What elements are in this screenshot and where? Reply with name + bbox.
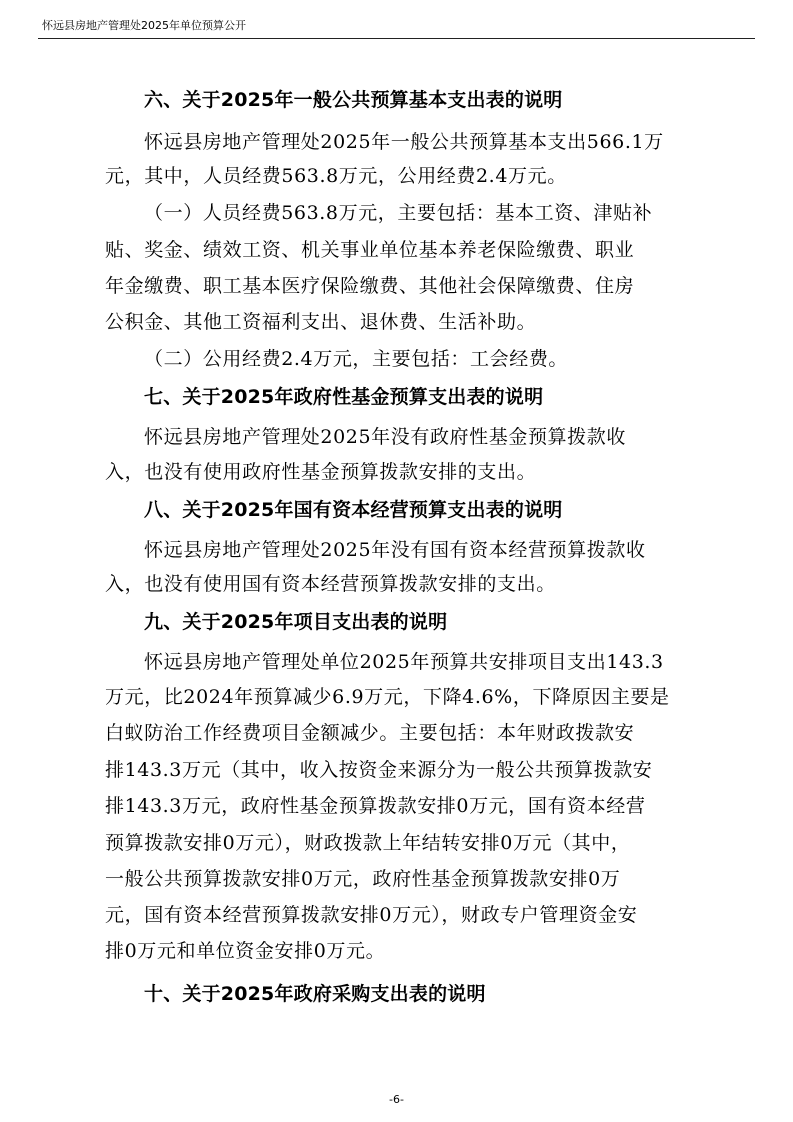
- paragraph-line: 公积金、其他工资福利支出、退休费、生活补助。: [105, 311, 537, 333]
- paragraph-line: 元，国有资本经营预算拨款安排0万元），财政专户管理资金安: [105, 904, 638, 926]
- paragraph-line: 万元，比2024年预算减少6.9万元，下降4.6%，下降原因主要是: [105, 686, 670, 708]
- paragraph-line: （一）人员经费563.8万元，主要包括：基本工资、津贴补: [144, 202, 653, 224]
- paragraph-line: 怀远县房地产管理处2025年没有国有资本经营预算拨款收: [144, 539, 646, 561]
- paragraph-line: 白蚁防治工作经费项目金额减少。主要包括：本年财政拨款安: [105, 722, 635, 744]
- header-divider: [38, 38, 755, 39]
- section-heading-7: 七、关于2025年政府性基金预算支出表的说明: [144, 386, 544, 408]
- paragraph-line: 一般公共预算拨款安排0万元，政府性基金预算拨款安排0万: [105, 868, 621, 890]
- paragraph-line: 贴、奖金、绩效工资、机关事业单位基本养老保险缴费、职业: [105, 239, 635, 261]
- paragraph-line: 怀远县房地产管理处2025年一般公共预算基本支出566.1万: [144, 131, 664, 153]
- paragraph-line: 排143.3万元（其中，收入按资金来源分为一般公共预算拨款安: [105, 759, 653, 781]
- page-number: -6-: [389, 1093, 404, 1106]
- paragraph-line: 怀远县房地产管理处单位2025年预算共安排项目支出143.3: [144, 651, 664, 673]
- paragraph-line: 年金缴费、职工基本医疗保险缴费、其他社会保障缴费、住房: [105, 275, 635, 297]
- paragraph-line: 入，也没有使用政府性基金预算拨款安排的支出。: [105, 461, 537, 483]
- paragraph-line: （二）公用经费2.4万元，主要包括：工会经费。: [144, 348, 569, 370]
- section-heading-9: 九、关于2025年项目支出表的说明: [144, 611, 448, 633]
- paragraph-line: 排0万元和单位资金安排0万元。: [105, 940, 386, 962]
- paragraph-line: 入，也没有使用国有资本经营预算拨款安排的支出。: [105, 573, 556, 595]
- paragraph-line: 元，其中，人员经费563.8万元，公用经费2.4万元。: [105, 165, 567, 187]
- paragraph-line: 预算拨款安排0万元），财政拨款上年结转安排0万元（其中，: [105, 832, 631, 854]
- section-heading-10: 十、关于2025年政府采购支出表的说明: [144, 983, 486, 1005]
- section-heading-8: 八、关于2025年国有资本经营预算支出表的说明: [144, 499, 563, 521]
- page-header-title: 怀远县房地产管理处2025年单位预算公开: [42, 19, 246, 32]
- section-heading-6: 六、关于2025年一般公共预算基本支出表的说明: [144, 89, 563, 111]
- paragraph-line: 怀远县房地产管理处2025年没有政府性基金预算拨款收: [144, 426, 626, 448]
- paragraph-line: 排143.3万元，政府性基金预算拨款安排0万元，国有资本经营: [105, 795, 646, 817]
